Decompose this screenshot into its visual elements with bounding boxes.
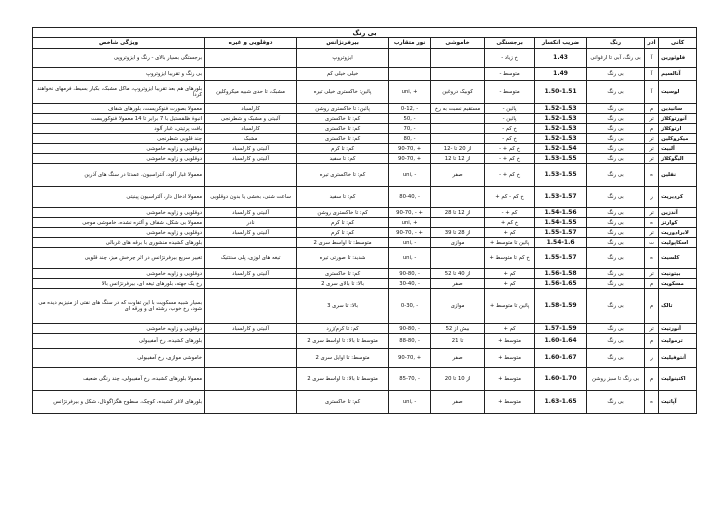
- crystal-system: ر: [645, 349, 659, 368]
- relief-cell: متوسط +: [485, 391, 535, 414]
- twinning-cell: [205, 279, 297, 289]
- extinction-cell: موازی: [431, 289, 485, 324]
- refractive-index: 1.52-1.53: [535, 134, 587, 144]
- crystal-system: م: [645, 368, 659, 391]
- extinction-cell: صفر: [431, 391, 485, 414]
- mineral-name: ترمولیت: [659, 334, 697, 349]
- relief-cell: کم +: [485, 324, 535, 334]
- twinning-cell: آلبیتی و کارلسباد: [205, 208, 297, 218]
- relief-cell: خ کم تا متوسط +: [485, 248, 535, 269]
- table-row: [33, 134, 697, 144]
- mineral-name: فلوئورین: [659, 49, 697, 68]
- crystal-system: م: [645, 289, 659, 324]
- mineral-name: اسکاپولیت: [659, 238, 697, 248]
- color-cell: بی رنگ: [587, 144, 645, 154]
- refractive-index: 1.63-1.65: [535, 391, 587, 414]
- interference-cell: کم: تا خاکستری: [297, 114, 389, 124]
- interference-cell: متوسط: تا اوایل سری 2: [297, 349, 389, 368]
- refractive-index: 1.50-1.51: [535, 81, 587, 104]
- color-cell: بی رنگ: [587, 68, 645, 81]
- table-row: [33, 368, 697, 391]
- features-cell: بافت پرتیتی، غبار آلود: [33, 124, 205, 134]
- optic-sign-cell: - ,0-12: [389, 104, 431, 114]
- relief-cell: کم +: [485, 269, 535, 279]
- features-cell: دوقلویی و زاویه خاموشی: [33, 154, 205, 164]
- optic-sign-cell: - ,uni: [389, 164, 431, 187]
- refractive-index: 1.43: [535, 49, 587, 68]
- header-features: ویژگی شاخص: [33, 38, 205, 49]
- table-row: [33, 187, 697, 208]
- mineral-name: آنورتیت: [659, 324, 697, 334]
- refractive-index: 1.53-1.55: [535, 164, 587, 187]
- refractive-index: 1.54-1.55: [535, 218, 587, 228]
- features-cell: بلورهای کشیده منشوری با برقه های غربالی: [33, 238, 205, 248]
- features-cell: انبوهٔ ظلفستیل با 7 برابر تا 14 معمولا فنوکوریست: [33, 114, 205, 124]
- features-cell: معمولا بلورهای کشیده، رخ آمفیبولی، چند رنگی ضعیف: [33, 368, 205, 391]
- table-row: [33, 144, 697, 154]
- optic-sign-cell: - ,80-40: [389, 187, 431, 208]
- extinction-cell: صفر: [431, 279, 485, 289]
- features-cell: بلورهای هم بعد تقریبا ایزوتروپ، ماکل مشبک، بکیار بسیط، فرمهای نخواهند کردا: [33, 81, 205, 104]
- mineral-name: آنتوفیلیت: [659, 349, 697, 368]
- twinning-cell: آلبیتی و کارلسباد: [205, 269, 297, 279]
- crystal-system: ه: [645, 248, 659, 269]
- crystal-system: تر: [645, 134, 659, 144]
- color-cell: بی رنگ: [587, 248, 645, 269]
- optic-sign-cell: - ,30-40: [389, 279, 431, 289]
- optic-sign-cell: - ,0-30: [389, 289, 431, 324]
- refractive-index: 1.60-1.64: [535, 334, 587, 349]
- table-row: [33, 218, 697, 228]
- twinning-cell: آلبیتی و کارلسباد: [205, 144, 297, 154]
- refractive-index: 1.52-1.53: [535, 114, 587, 124]
- twinning-cell: تیغه های لوزی، پلی سنتتیک: [205, 248, 297, 269]
- interference-cell: کم: تا سفید: [297, 187, 389, 208]
- mineral-name: ارتوکلاز: [659, 124, 697, 134]
- twinning-cell: کارلسباد: [205, 104, 297, 114]
- extinction-cell: [431, 68, 485, 81]
- mineral-name: نفلین: [659, 164, 697, 187]
- extinction-cell: [431, 187, 485, 208]
- interference-cell: پائین: تا خاکستری روشن: [297, 104, 389, 114]
- color-cell: بی رنگ: [587, 134, 645, 144]
- twinning-cell: [205, 238, 297, 248]
- interference-cell: کم: تا خاکستری: [297, 269, 389, 279]
- color-cell: بی رنگ: [587, 279, 645, 289]
- relief-cell: پائین -: [485, 114, 535, 124]
- color-cell: بی رنگ، آبی تا ارغوانی: [587, 49, 645, 68]
- interference-cell: پائین: خاکستری خیلی تیره: [297, 81, 389, 104]
- mineral-name: مسکویت: [659, 279, 697, 289]
- features-cell: دوقلویی و زاویه خاموشی: [33, 144, 205, 154]
- table-row: [33, 248, 697, 269]
- optic-sign-cell: + ,uni: [389, 81, 431, 104]
- table-row: [33, 324, 697, 334]
- optic-sign-cell: - ,80: [389, 134, 431, 144]
- extinction-cell: [431, 124, 485, 134]
- table-row: [33, 228, 697, 238]
- interference-cell: کم: تا سفید: [297, 154, 389, 164]
- extinction-cell: [431, 248, 485, 269]
- relief-cell: متوسط -: [485, 81, 535, 104]
- relief-cell: خ کم +: [485, 218, 535, 228]
- mineral-name: لابرادوریت: [659, 228, 697, 238]
- mineral-name: میکروکلین: [659, 134, 697, 144]
- table-row: [33, 114, 697, 124]
- mineral-name: بیتونیت: [659, 269, 697, 279]
- optic-sign-cell: - ,uni: [389, 391, 431, 414]
- mineral-name: آپاتیت: [659, 391, 697, 414]
- interference-cell: کم: تا کرم: [297, 144, 389, 154]
- color-cell: بی رنگ: [587, 218, 645, 228]
- interference-cell: ایزوتروپ: [297, 49, 389, 68]
- extinction-cell: از 20 تا -12: [431, 144, 485, 154]
- refractive-index: 1.54-1.6: [535, 238, 587, 248]
- mineral-name: کردیریت: [659, 187, 697, 208]
- interference-cell: کم: تا خاکستری تیره: [297, 164, 389, 187]
- crystal-system: ه: [645, 164, 659, 187]
- relief-cell: خ کم + -: [485, 144, 535, 154]
- table-row: [33, 391, 697, 414]
- color-cell: بی رنگ: [587, 164, 645, 187]
- twinning-cell: کارلسباد: [205, 124, 297, 134]
- features-cell: دوقلویی و زاویه خاموشی: [33, 269, 205, 279]
- extinction-cell: از 10 تا 20: [431, 368, 485, 391]
- features-cell: معمولا بصورت فنوکریست، بلورهای شفاف: [33, 104, 205, 114]
- table-row: [33, 68, 697, 81]
- optic-sign-cell: + ,90-70: [389, 154, 431, 164]
- extinction-cell: موازی: [431, 238, 485, 248]
- table-row: [33, 289, 697, 324]
- crystal-system: تر: [645, 324, 659, 334]
- crystal-system: ه: [645, 218, 659, 228]
- relief-cell: خ کم -: [485, 134, 535, 144]
- table-row: [33, 349, 697, 368]
- table-row: [33, 164, 697, 187]
- header-color: رنگ: [587, 38, 645, 49]
- crystal-system: م: [645, 334, 659, 349]
- relief-cell: متوسط +: [485, 334, 535, 349]
- table-row: [33, 269, 697, 279]
- table-row: [33, 81, 697, 104]
- interference-cell: خیلی خیلی کم: [297, 68, 389, 81]
- twinning-cell: مشبک: [205, 134, 297, 144]
- crystal-system: ه: [645, 391, 659, 414]
- refractive-index: 1.49: [535, 68, 587, 81]
- twinning-cell: مشبک، تا حدی شبیه میکروکلین: [205, 81, 297, 104]
- refractive-index: 1.53-1.55: [535, 154, 587, 164]
- features-cell: دوقلویی و زاویه خاموشی: [33, 208, 205, 218]
- header-refractive-index: ضریب انکسار: [535, 38, 587, 49]
- mineral-name: تالک: [659, 289, 697, 324]
- table-row: [33, 238, 697, 248]
- mineral-name: لوسیت: [659, 81, 697, 104]
- mineral-name: آنالسیم: [659, 68, 697, 81]
- crystal-system: م: [645, 124, 659, 134]
- optic-sign-cell: - ,uni: [389, 248, 431, 269]
- table-row: [33, 104, 697, 114]
- refractive-index: 1.52-1.54: [535, 144, 587, 154]
- features-cell: معمولا بی شکل، شفاف و آلتره نشده، خاموشی موجی: [33, 218, 205, 228]
- refractive-index: 1.56-1.58: [535, 269, 587, 279]
- twinning-cell: ساعت شنی، بخشی یا بدون دوقلویی: [205, 187, 297, 208]
- twinning-cell: آلبیتی و کارلسباد: [205, 154, 297, 164]
- features-cell: تغییر سریع بیرفرنژانس در اثر چرخش میز، چند قلویی: [33, 248, 205, 269]
- crystal-system: تر: [645, 269, 659, 279]
- color-cell: بی رنگ تا سبز روشن: [587, 368, 645, 391]
- mineral-name: اکتینولیت: [659, 368, 697, 391]
- header-optic-sign: نور متقارب: [389, 38, 431, 49]
- crystal-system: تر: [645, 114, 659, 124]
- interference-cell: کم: تا کرم: [297, 218, 389, 228]
- extinction-cell: [431, 114, 485, 124]
- twinning-cell: [205, 289, 297, 324]
- crystal-system: آ: [645, 49, 659, 68]
- interference-cell: متوسط تا بالا: تا اواسط سری 2: [297, 334, 389, 349]
- mineral-table-frame: [32, 27, 696, 512]
- twinning-cell: [205, 368, 297, 391]
- twinning-cell: [205, 164, 297, 187]
- refractive-index: 1.55-1.57: [535, 228, 587, 238]
- crystal-system: تر: [645, 154, 659, 164]
- crystal-system: تر: [645, 208, 659, 218]
- header-extinction: خاموشی: [431, 38, 485, 49]
- extinction-cell: [431, 134, 485, 144]
- features-cell: دوقلویی و زاویه خاموشی: [33, 324, 205, 334]
- color-cell: بی رنگ: [587, 391, 645, 414]
- header-twinning: دوقلویی و غیره: [205, 38, 297, 49]
- interference-cell: کم: تا خاکستری: [297, 391, 389, 414]
- mineral-name: الیگوکلاز: [659, 154, 697, 164]
- interference-cell: متوسط: تا اواسط سری 2: [297, 238, 389, 248]
- crystal-system: آ: [645, 68, 659, 81]
- twinning-cell: [205, 49, 297, 68]
- interference-cell: بالا: تا بالای سری 2: [297, 279, 389, 289]
- extinction-cell: بیش از 52: [431, 324, 485, 334]
- twinning-cell: آلبیتی و مشبک و شطرنجی: [205, 114, 297, 124]
- optic-sign-cell: + ,90-70: [389, 349, 431, 368]
- header-interference: بیرفرنژانس: [297, 38, 389, 49]
- optic-sign-cell: - ,88-80: [389, 334, 431, 349]
- crystal-system: تر: [645, 228, 659, 238]
- refractive-index: 1.53-1.57: [535, 187, 587, 208]
- mineral-name: آلبیت: [659, 144, 697, 154]
- color-cell: بی رنگ: [587, 124, 645, 134]
- refractive-index: 1.52-1.53: [535, 104, 587, 114]
- optic-sign-cell: - ,90-80: [389, 324, 431, 334]
- relief-cell: خ زیاد -: [485, 49, 535, 68]
- crystal-system: ت: [645, 238, 659, 248]
- color-cell: بی رنگ: [587, 269, 645, 279]
- crystal-system: ر: [645, 187, 659, 208]
- color-cell: بی رنگ: [587, 324, 645, 334]
- extinction-cell: صفر: [431, 164, 485, 187]
- interference-cell: شدید: تا صورتی تیره: [297, 248, 389, 269]
- mineral-properties-table: [32, 27, 697, 414]
- mineral-name: آنورتوکلاز: [659, 114, 697, 124]
- relief-cell: متوسط +: [485, 368, 535, 391]
- optic-sign-cell: + ,90-70: [389, 144, 431, 154]
- features-cell: برجستگی بسیار بالای - رنگ و ایزوتروپی: [33, 49, 205, 68]
- color-cell: بی رنگ: [587, 289, 645, 324]
- optic-sign-cell: - ,50: [389, 114, 431, 124]
- relief-cell: پائین تا متوسط +: [485, 289, 535, 324]
- table-title: بی رنگ: [33, 28, 697, 38]
- crystal-system: تر: [645, 144, 659, 154]
- table-row: [33, 208, 697, 218]
- color-cell: بی رنگ: [587, 334, 645, 349]
- optic-sign-cell: [389, 49, 431, 68]
- header-mineral: کانی: [659, 38, 697, 49]
- color-cell: بی رنگ: [587, 208, 645, 218]
- color-cell: بی رنگ: [587, 154, 645, 164]
- color-cell: بی رنگ: [587, 104, 645, 114]
- refractive-index: 1.56-1.65: [535, 279, 587, 289]
- header-system: ادر: [645, 38, 659, 49]
- relief-cell: کم +: [485, 228, 535, 238]
- mineral-name: سانیدین: [659, 104, 697, 114]
- optic-sign-cell: - ,85-70: [389, 368, 431, 391]
- optic-sign-cell: + - ,90-70: [389, 208, 431, 218]
- refractive-index: 1.58-1.59: [535, 289, 587, 324]
- extinction-cell: تا 21: [431, 334, 485, 349]
- color-cell: بی رنگ: [587, 228, 645, 238]
- relief-cell: خ کم + -: [485, 154, 535, 164]
- color-cell: بی رنگ: [587, 187, 645, 208]
- table-row: [33, 154, 697, 164]
- relief-cell: خ کم + -: [485, 164, 535, 187]
- twinning-cell: [205, 349, 297, 368]
- crystal-system: م: [645, 104, 659, 114]
- interference-cell: کم: تا کرم: [297, 228, 389, 238]
- interference-cell: متوسط تا بالا: تا اواسط سری 2: [297, 368, 389, 391]
- twinning-cell: آلبیتی و کارلسباد: [205, 324, 297, 334]
- mineral-name: کلسیت: [659, 248, 697, 269]
- crystal-system: م: [645, 279, 659, 289]
- color-cell: بی رنگ: [587, 114, 645, 124]
- features-cell: معمولا غبار آلود، آنتراسیون، عمدتا در سنگ های آذرین: [33, 164, 205, 187]
- table-row: [33, 334, 697, 349]
- interference-cell: کم: تا خاکستری: [297, 134, 389, 144]
- optic-sign-cell: - ,90-80: [389, 269, 431, 279]
- extinction-cell: مستقیم نسبت به رخ: [431, 104, 485, 114]
- twinning-cell: [205, 334, 297, 349]
- mineral-name: آندزین: [659, 208, 697, 218]
- extinction-cell: صفر: [431, 349, 485, 368]
- extinction-cell: از 12 تا 12: [431, 154, 485, 164]
- interference-cell: کم: تا خاکستری: [297, 124, 389, 134]
- color-cell: بی رنگ: [587, 349, 645, 368]
- interference-cell: کم: تا خاکستری روشن: [297, 208, 389, 218]
- color-cell: بی رنگ: [587, 81, 645, 104]
- optic-sign-cell: + ,uni: [389, 218, 431, 228]
- interference-cell: بالا: تا سری 3: [297, 289, 389, 324]
- refractive-index: 1.55-1.57: [535, 248, 587, 269]
- interference-cell: کم: تا کرم/زرد: [297, 324, 389, 334]
- extinction-cell: از 12 تا 28: [431, 208, 485, 218]
- twinning-cell: [205, 68, 297, 81]
- twinning-cell: آلبیتی و کارلسباد: [205, 228, 297, 238]
- twinning-cell: نادر: [205, 218, 297, 228]
- features-cell: رخ یک جهته، بلورهای تیغه ای، بیرفرنژانس بالا: [33, 279, 205, 289]
- table-row: [33, 279, 697, 289]
- optic-sign-cell: - ,70: [389, 124, 431, 134]
- refractive-index: 1.60-1.70: [535, 368, 587, 391]
- features-cell: خاموشی موازی، رخ آمفیبولی: [33, 349, 205, 368]
- refractive-index: 1.60-1.67: [535, 349, 587, 368]
- color-cell: بی رنگ: [587, 238, 645, 248]
- refractive-index: 1.57-1.59: [535, 324, 587, 334]
- features-cell: معمولا ادخال دار، آلتراسیون پینیتی: [33, 187, 205, 208]
- header-relief: برجستگی: [485, 38, 535, 49]
- refractive-index: 1.52-1.53: [535, 124, 587, 134]
- extinction-cell: کوبیک دروغین: [431, 81, 485, 104]
- twinning-cell: [205, 391, 297, 414]
- extinction-cell: [431, 218, 485, 228]
- optic-sign-cell: [389, 68, 431, 81]
- relief-cell: خ کم -: [485, 124, 535, 134]
- relief-cell: کم + -: [485, 208, 535, 218]
- extinction-cell: از 40 تا 52: [431, 269, 485, 279]
- table-row: [33, 124, 697, 134]
- extinction-cell: از 28 تا 39: [431, 228, 485, 238]
- relief-cell: پائین تا متوسط +: [485, 238, 535, 248]
- features-cell: بی رنگ و تقریبا ایزوتروپ: [33, 68, 205, 81]
- relief-cell: متوسط +: [485, 349, 535, 368]
- optic-sign-cell: + - ,90-70: [389, 228, 431, 238]
- features-cell: بلورهای کشیده، رخ آمفیبولی: [33, 334, 205, 349]
- relief-cell: پائین -: [485, 104, 535, 114]
- features-cell: بلورهای لاغر کشیده، کوچک، سطوح هگزاگونال، شکل و بیرفرنژانس: [33, 391, 205, 414]
- crystal-system: آ: [645, 81, 659, 104]
- relief-cell: متوسط -: [485, 68, 535, 81]
- features-cell: چند قلویی شطرنجی: [33, 134, 205, 144]
- refractive-index: 1.54-1.56: [535, 208, 587, 218]
- table-row: [33, 49, 697, 68]
- optic-sign-cell: - ,uni: [389, 238, 431, 248]
- relief-cell: خ کم - کم +: [485, 187, 535, 208]
- relief-cell: کم +: [485, 279, 535, 289]
- features-cell: بسیار شبیه مسکویت با این تفاوت که در سنگ های نفتی از منیزیم دیده می شود، رخ خوب، رشته ای و ورقه ای: [33, 289, 205, 324]
- features-cell: دوقلویی و زاویه خاموشی: [33, 228, 205, 238]
- extinction-cell: [431, 49, 485, 68]
- mineral-name: کوارتز: [659, 218, 697, 228]
